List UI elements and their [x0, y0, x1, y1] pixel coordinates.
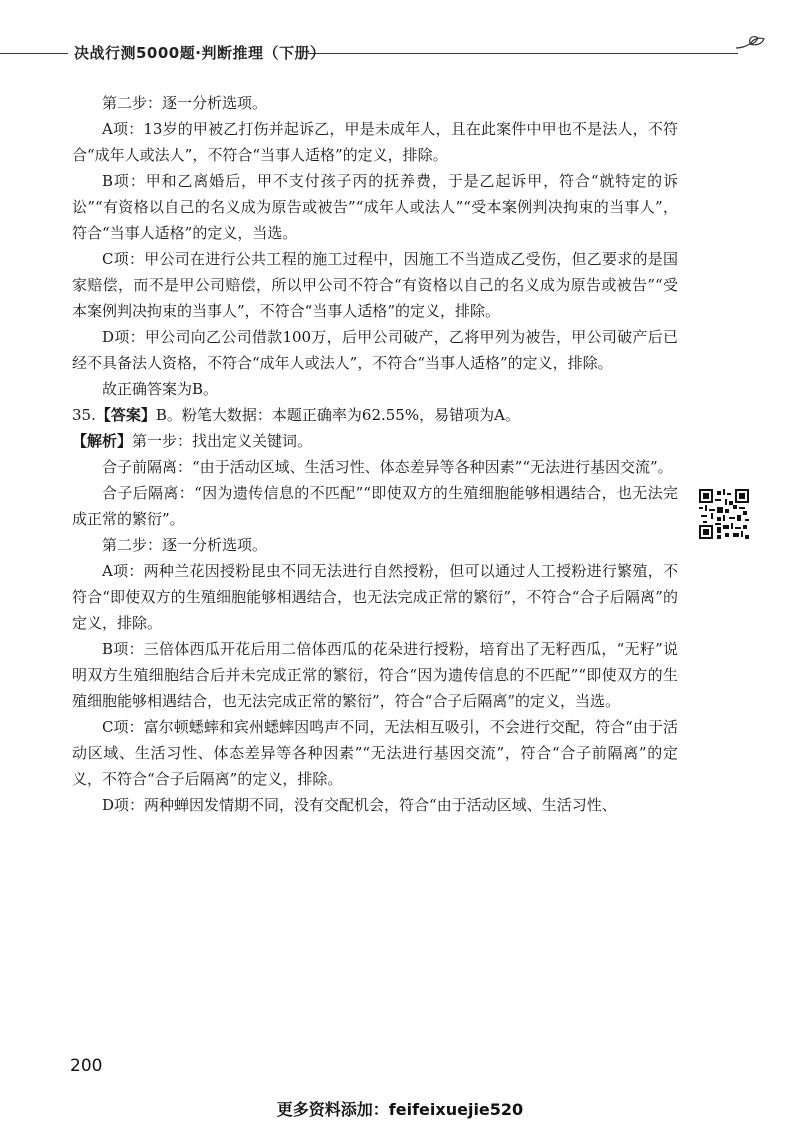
analysis-text: 第一步：找出定义关键词。 [132, 432, 313, 450]
answer-label: 【答案】 [95, 406, 156, 424]
paragraph: B项：甲和乙离婚后，甲不支付孩子丙的抚养费，于是乙起诉甲，符合“就特定的诉讼”“有资格以自己的名义成为原告或被告”“成年人或法人”“受本案例判决拘束的当事人”，符合“当事人适格”的定义，当选。 [72, 172, 678, 242]
paragraph: 合子后隔离：“因为遗传信息的不匹配”“即使双方的生殖细胞能够相遇结合，也无法完成正常的繁衍”。 [72, 484, 678, 528]
paragraph: 合子前隔离：“由于活动区域、生活习性、体态差异等各种因素”“无法进行基因交流”。 [102, 458, 673, 476]
analysis-paragraph [72, 428, 678, 454]
paragraph: 故正确答案为B。 [102, 380, 219, 398]
paragraph: 第二步：逐一分析选项。 [102, 94, 268, 112]
qr-code-icon [699, 489, 749, 539]
paragraph: 第二步：逐一分析选项。 [102, 536, 268, 554]
answer-paragraph [72, 402, 678, 428]
paragraph: D项：两种蝉因发情期不同，没有交配机会，符合“由于活动区域、生活习性、 [102, 796, 617, 814]
paragraph: A项：13岁的甲被乙打伤并起诉乙，甲是未成年人，且在此案件中甲也不是法人，不符合“成年人或法人”，不符合“当事人适格”的定义，排除。 [72, 120, 678, 164]
footer-note: 更多资料添加：feifeixuejie520 [276, 1100, 524, 1119]
header-rule-left [0, 53, 68, 54]
answer-text: B。粉笔大数据：本题正确率为62.55%，易错项为A。 [155, 406, 520, 424]
paragraph: B项：三倍体西瓜开花后用二倍体西瓜的花朵进行授粉，培育出了无籽西瓜，“无籽”说明双方生殖细胞结合后并未完成正常的繁衍，符合“因为遗传信息的不匹配”“即使双方的生殖细胞能够相遇结合，也无法完成正常的繁衍”，符合“合子后隔离”的定义，当选。 [72, 640, 678, 710]
analysis-label: 【解析】 [72, 432, 133, 450]
paragraph: A项：两种兰花因授粉昆虫不同无法进行自然授粉，但可以通过人工授粉进行繁殖，不符合“即使双方的生殖细胞能够相遇结合，也无法完成正常的繁衍”，不符合“合子后隔离”的定义，排除。 [72, 562, 678, 632]
book-title: 决战行测5000题·判断推理（下册） [74, 44, 326, 62]
running-header [0, 40, 800, 70]
page-number: 200 [70, 1056, 103, 1076]
page-body [72, 90, 678, 818]
leaf-icon [732, 34, 768, 62]
paragraph: C项：富尔顿蟋蟀和宾州蟋蟀因鸣声不同，无法相互吸引，不会进行交配，符合“由于活动区域、生活习性、体态差异等各种因素”“无法进行基因交流”，符合“合子前隔离”的定义，不符合“合子后隔离”的定义，排除。 [72, 718, 678, 788]
paragraph: C项：甲公司在进行公共工程的施工过程中，因施工不当造成乙受伤，但乙要求的是国家赔偿，而不是甲公司赔偿，所以甲公司不符合“有资格以自己的名义成为原告或被告”“受本案例判决拘束的当事人”，不符合“当事人适格”的定义，排除。 [72, 250, 678, 320]
header-rule-right [308, 53, 738, 54]
question-number: 35. [72, 406, 96, 424]
paragraph: D项：甲公司向乙公司借款100万，后甲公司破产，乙将甲列为被告，甲公司破产后已经不具备法人资格，不符合“成年人或法人”，不符合“当事人适格”的定义，排除。 [72, 328, 678, 372]
